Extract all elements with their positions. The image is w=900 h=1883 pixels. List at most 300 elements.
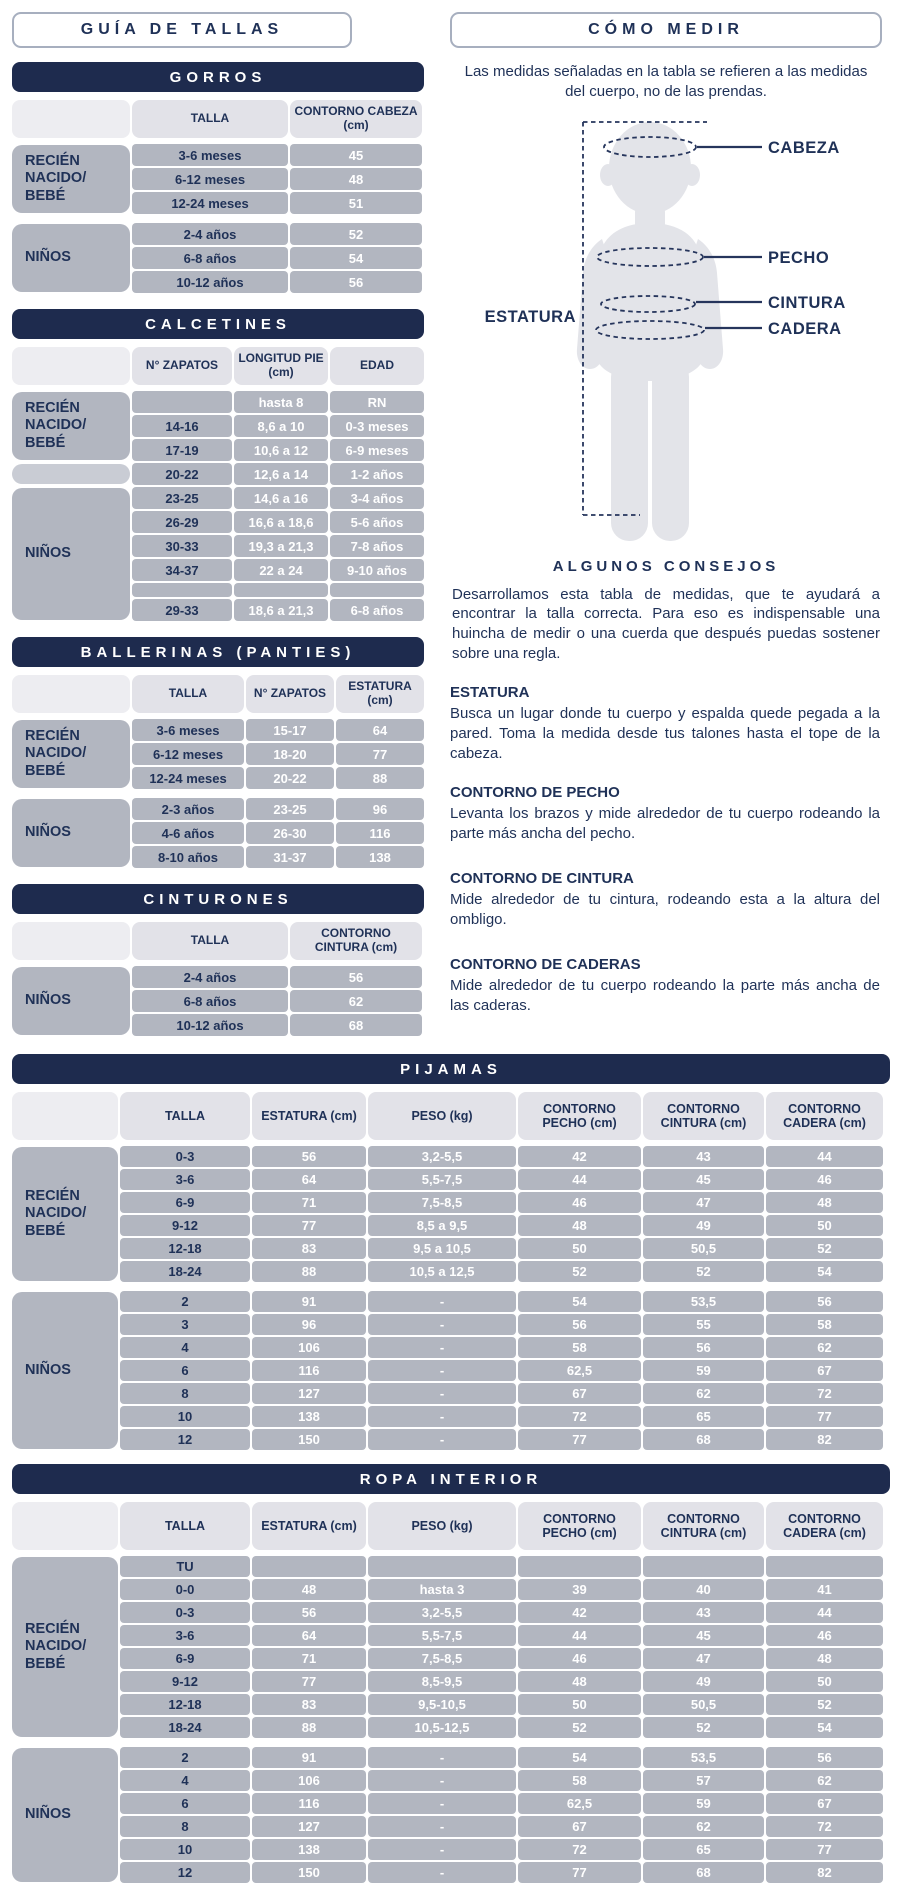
tip-estatura-text: Busca un lugar donde tu cuerpo y espalda quede pegada a la pared. Toma la medida desde tus talones hasta el tope de la cabeza. xyxy=(450,705,880,763)
table-cell: 46 xyxy=(766,1625,883,1646)
table-cell: 26-30 xyxy=(246,822,334,844)
table-cell: 59 xyxy=(643,1360,764,1381)
table-cell: - xyxy=(368,1862,516,1883)
table-cell: 71 xyxy=(252,1192,366,1213)
table-cell: 0-3 xyxy=(120,1602,250,1623)
table-cell: - xyxy=(368,1816,516,1837)
table-cell: 50 xyxy=(766,1215,883,1236)
table-cell: 18-20 xyxy=(246,743,334,765)
table-cell: 2-4 años xyxy=(132,223,288,245)
table-cell: hasta 3 xyxy=(368,1579,516,1600)
table-cell: 48 xyxy=(518,1215,641,1236)
table-cell: 2 xyxy=(120,1291,250,1312)
table-cell: 12-18 xyxy=(120,1694,250,1715)
table-cell: 83 xyxy=(252,1238,366,1259)
consejos-heading: ALGUNOS CONSEJOS xyxy=(552,557,780,575)
table-cell: 26-29 xyxy=(132,511,232,533)
table-cell: 39 xyxy=(518,1579,641,1600)
column-header: PESO (kg) xyxy=(368,1092,516,1140)
table-cell: 3-6 xyxy=(120,1625,250,1646)
table-cell: 116 xyxy=(336,822,424,844)
row-group-label: NIÑOS xyxy=(12,1748,118,1882)
table-cell xyxy=(643,1556,764,1577)
table-cell: 47 xyxy=(643,1192,764,1213)
row-group-label xyxy=(12,464,130,484)
table-cell: 51 xyxy=(290,192,422,214)
tip-contorno-pecho-text: Levanta los brazos y mide alrededor de tu cuerpo rodeando la parte más ancha del pecho. xyxy=(450,805,880,842)
table-cell: 0-3 xyxy=(120,1146,250,1167)
table-cell: 12-24 meses xyxy=(132,767,244,789)
table-cell: 72 xyxy=(518,1406,641,1427)
table-cell: 22 a 24 xyxy=(234,559,328,581)
table-cell: 45 xyxy=(290,144,422,166)
table-cell: 50,5 xyxy=(643,1694,764,1715)
table-cell: 4 xyxy=(120,1770,250,1791)
table-cell: 53,5 xyxy=(643,1747,764,1768)
table-cell: 17-19 xyxy=(132,439,232,461)
table-cell: 50 xyxy=(518,1238,641,1259)
table-cell: 3 xyxy=(120,1314,250,1335)
table-cell: 56 xyxy=(290,271,422,293)
table-cell: 116 xyxy=(252,1360,366,1381)
table-cell: 138 xyxy=(252,1406,366,1427)
table-cell: 15-17 xyxy=(246,719,334,741)
table-cell: 62 xyxy=(643,1816,764,1837)
table-cell: 52 xyxy=(643,1717,764,1738)
table-cell: 29-33 xyxy=(132,599,232,621)
table-cell: 6-12 meses xyxy=(132,743,244,765)
table-cell: 82 xyxy=(766,1862,883,1883)
table-cell: 56 xyxy=(766,1291,883,1312)
corner-cell xyxy=(12,1502,118,1550)
table-cell: 64 xyxy=(252,1169,366,1190)
table-cell: 67 xyxy=(518,1816,641,1837)
table-cell: 50 xyxy=(518,1694,641,1715)
how-to-measure-title xyxy=(450,12,882,48)
table-cell: 10,6 a 12 xyxy=(234,439,328,461)
table-cell: 62 xyxy=(766,1770,883,1791)
table-cell xyxy=(132,391,232,413)
table-cell: 138 xyxy=(252,1839,366,1860)
table-cell: 5,5-7,5 xyxy=(368,1169,516,1190)
table-cell: 1-2 años xyxy=(330,463,424,485)
row-group-label: RECIÉN NACIDO/ BEBÉ xyxy=(12,1557,118,1737)
row-group-label: RECIÉN NACIDO/ BEBÉ xyxy=(12,1147,118,1281)
table-cell: 67 xyxy=(766,1360,883,1381)
table-cell: 8,5-9,5 xyxy=(368,1671,516,1692)
table-cell: 54 xyxy=(766,1717,883,1738)
table-group xyxy=(12,223,424,293)
table-cell: 12 xyxy=(120,1429,250,1450)
table-cell: 67 xyxy=(766,1793,883,1814)
table-cell: 58 xyxy=(766,1314,883,1335)
table-cell: 12,6 a 14 xyxy=(234,463,328,485)
table-cell: 127 xyxy=(252,1816,366,1837)
row-group-label: RECIÉN NACIDO/ BEBÉ xyxy=(12,392,130,460)
table-cell: 52 xyxy=(518,1717,641,1738)
table-cell: 106 xyxy=(252,1337,366,1358)
how-to-measure-title-label: CÓMO MEDIR xyxy=(588,21,744,38)
table-cell: 77 xyxy=(252,1215,366,1236)
table-cell: 16,6 a 18,6 xyxy=(234,511,328,533)
corner-cell xyxy=(12,347,130,385)
table-group xyxy=(12,1146,890,1282)
table-group xyxy=(12,1747,890,1883)
column-header: ESTATURA (cm) xyxy=(252,1092,366,1140)
row-group-label: NIÑOS xyxy=(12,799,130,867)
column-header: CONTORNO PECHO (cm) xyxy=(518,1502,641,1550)
full-width-tables-area xyxy=(0,1052,900,1883)
corner-cell xyxy=(12,922,130,960)
table-cell: 72 xyxy=(518,1839,641,1860)
table-cell: 0-3 meses xyxy=(330,415,424,437)
table-cell: 65 xyxy=(643,1839,764,1860)
table-cell: 5-6 años xyxy=(330,511,424,533)
cintura-label: CINTURA xyxy=(768,293,846,312)
table-cell: 6-8 años xyxy=(330,599,424,621)
row-group-label: NIÑOS xyxy=(12,488,130,620)
table-cell: 4-6 años xyxy=(132,822,244,844)
table-cell xyxy=(132,583,232,597)
table-cell: 127 xyxy=(252,1383,366,1404)
table-cell: 53,5 xyxy=(643,1291,764,1312)
tip-contorno-caderas xyxy=(450,956,882,1016)
column-header: CONTORNO PECHO (cm) xyxy=(518,1092,641,1140)
table-cell: - xyxy=(368,1383,516,1404)
table-cell: 56 xyxy=(643,1337,764,1358)
table-cell xyxy=(368,1556,516,1577)
table-cell: 71 xyxy=(252,1648,366,1669)
table-cell: 49 xyxy=(643,1215,764,1236)
section-title: GORROS xyxy=(12,62,424,92)
table-cell: 0-0 xyxy=(120,1579,250,1600)
table-cell: 77 xyxy=(336,743,424,765)
table-cell: 12-18 xyxy=(120,1238,250,1259)
table-cell: 9-12 xyxy=(120,1671,250,1692)
table-cell: - xyxy=(368,1360,516,1381)
table-group xyxy=(12,719,424,789)
section-title: BALLERINAS (PANTIES) xyxy=(12,637,424,667)
column-header: CONTORNO CADERA (cm) xyxy=(766,1092,883,1140)
tip-contorno-cintura-title: CONTORNO DE CINTURA xyxy=(450,869,634,887)
tip-contorno-caderas-text: Mide alrededor de tu cuerpo rodeando la parte más ancha de las caderas. xyxy=(450,976,880,1014)
table-cell: - xyxy=(368,1770,516,1791)
table-cell: - xyxy=(368,1291,516,1312)
column-header: TALLA xyxy=(132,675,244,713)
table-cell: 44 xyxy=(766,1602,883,1623)
table-cell: 9,5 a 10,5 xyxy=(368,1238,516,1259)
table-cell: 48 xyxy=(518,1671,641,1692)
table-cell: 56 xyxy=(518,1314,641,1335)
table-cell: 6 xyxy=(120,1360,250,1381)
table-cell: 8-10 años xyxy=(132,846,244,868)
table-cell: 7,5-8,5 xyxy=(368,1648,516,1669)
table-cell: 54 xyxy=(518,1291,641,1312)
table-cell: 96 xyxy=(252,1314,366,1335)
table-cell: 48 xyxy=(766,1648,883,1669)
column-header: LONGITUD PIE (cm) xyxy=(234,347,328,385)
table-cell: 44 xyxy=(518,1625,641,1646)
size-tables-column xyxy=(12,12,424,1052)
table-cell: 3-6 xyxy=(120,1169,250,1190)
table-cell: - xyxy=(368,1429,516,1450)
table-cell: 82 xyxy=(766,1429,883,1450)
table-cell: 68 xyxy=(643,1429,764,1450)
table-cell: 50,5 xyxy=(643,1238,764,1259)
table-cell: 54 xyxy=(518,1747,641,1768)
column-header: ESTATURA (cm) xyxy=(336,675,424,713)
page-title xyxy=(12,12,352,48)
table-cell: 8,6 a 10 xyxy=(234,415,328,437)
table-cell: 3-6 meses xyxy=(132,719,244,741)
table-header-row xyxy=(12,1092,890,1140)
tip-contorno-pecho xyxy=(450,784,882,844)
table-group xyxy=(12,391,424,621)
table-cell: 46 xyxy=(518,1192,641,1213)
table-cell: - xyxy=(368,1747,516,1768)
table-cell: 10 xyxy=(120,1406,250,1427)
page-title-label: GUÍA DE TALLAS xyxy=(80,21,284,38)
table-cell: 72 xyxy=(766,1383,883,1404)
table-ropa-interior xyxy=(12,1464,890,1883)
table-group xyxy=(12,1291,890,1450)
table-cell: 48 xyxy=(766,1192,883,1213)
table-cell: 6-12 meses xyxy=(132,168,288,190)
table-cell: 10,5 a 12,5 xyxy=(368,1261,516,1282)
table-cell: 49 xyxy=(643,1671,764,1692)
table-cell: 18-24 xyxy=(120,1717,250,1738)
cabeza-label: CABEZA xyxy=(768,138,840,157)
table-cell: 77 xyxy=(766,1406,883,1427)
table-header-row xyxy=(12,1502,890,1550)
table-cell: 8,5 a 9,5 xyxy=(368,1215,516,1236)
table-cinturones xyxy=(12,884,424,1036)
table-cell: 65 xyxy=(643,1406,764,1427)
column-header: N° ZAPATOS xyxy=(132,347,232,385)
table-cell: 56 xyxy=(290,966,422,988)
table-cell: 14,6 a 16 xyxy=(234,487,328,509)
column-header: CONTORNO CABEZA (cm) xyxy=(290,100,422,138)
table-cell: 8 xyxy=(120,1816,250,1837)
table-cell: 150 xyxy=(252,1429,366,1450)
estatura-label: ESTATURA xyxy=(484,307,576,326)
body-measurement-diagram xyxy=(450,111,882,547)
table-cell: 9,5-10,5 xyxy=(368,1694,516,1715)
table-cell: 77 xyxy=(518,1862,641,1883)
table-cell: 50 xyxy=(766,1671,883,1692)
corner-cell xyxy=(12,100,130,138)
corner-cell xyxy=(12,675,130,713)
table-cell: 64 xyxy=(336,719,424,741)
table-cell: 23-25 xyxy=(246,798,334,820)
column-header: TALLA xyxy=(132,922,288,960)
tip-contorno-cintura-text: Mide alrededor de tu cintura, rodeando esta a la altura del ombligo. xyxy=(450,890,880,928)
table-cell: 56 xyxy=(766,1747,883,1768)
table-cell: 31-37 xyxy=(246,846,334,868)
table-cell: - xyxy=(368,1337,516,1358)
table-cell: 77 xyxy=(766,1839,883,1860)
section-title: PIJAMAS xyxy=(12,1054,890,1084)
table-cell: 45 xyxy=(643,1169,764,1190)
table-cell: 106 xyxy=(252,1770,366,1791)
table-cell: 47 xyxy=(643,1648,764,1669)
table-cell xyxy=(518,1556,641,1577)
table-cell: 43 xyxy=(643,1146,764,1167)
table-cell: 62 xyxy=(643,1383,764,1404)
table-cell: 3-6 meses xyxy=(132,144,288,166)
row-group-label: RECIÉN NACIDO/ BEBÉ xyxy=(12,145,130,213)
table-cell: 77 xyxy=(252,1671,366,1692)
table-header-row xyxy=(12,922,424,960)
column-header: TALLA xyxy=(120,1092,250,1140)
table-cell: 88 xyxy=(252,1261,366,1282)
table-cell: 20-22 xyxy=(132,463,232,485)
table-cell: 64 xyxy=(252,1625,366,1646)
table-cell: 42 xyxy=(518,1602,641,1623)
table-cell: 6-9 xyxy=(120,1648,250,1669)
table-cell xyxy=(766,1556,883,1577)
table-cell: - xyxy=(368,1314,516,1335)
table-cell: hasta 8 xyxy=(234,391,328,413)
table-cell: 18,6 a 21,3 xyxy=(234,599,328,621)
table-cell: 10-12 años xyxy=(132,1014,288,1036)
table-pijamas xyxy=(12,1054,890,1450)
table-cell: 9-12 xyxy=(120,1215,250,1236)
child-silhouette-figure xyxy=(577,122,723,541)
table-cell: 2-4 años xyxy=(132,966,288,988)
table-cell: 6-9 meses xyxy=(330,439,424,461)
tip-estatura xyxy=(450,684,882,764)
table-cell: 52 xyxy=(518,1261,641,1282)
row-group-label: RECIÉN NACIDO/ BEBÉ xyxy=(12,720,130,788)
tip-contorno-caderas-title: CONTORNO DE CADERAS xyxy=(450,955,641,973)
measure-intro-text: Las medidas señaladas en la tabla se refieren a las medidas del cuerpo, no de las prendas. xyxy=(464,63,868,101)
table-cell: - xyxy=(368,1839,516,1860)
table-cell: 23-25 xyxy=(132,487,232,509)
column-header: CONTORNO CINTURA (cm) xyxy=(290,922,422,960)
pecho-label: PECHO xyxy=(768,248,830,267)
table-cell: 58 xyxy=(518,1337,641,1358)
table-cell: 58 xyxy=(518,1770,641,1791)
table-cell: 88 xyxy=(252,1717,366,1738)
table-cell: 30-33 xyxy=(132,535,232,557)
table-cell: 72 xyxy=(766,1816,883,1837)
table-cell: 45 xyxy=(643,1625,764,1646)
column-header: ESTATURA (cm) xyxy=(252,1502,366,1550)
table-cell: 83 xyxy=(252,1694,366,1715)
table-cell: 3-4 años xyxy=(330,487,424,509)
column-header: PESO (kg) xyxy=(368,1502,516,1550)
table-cell: 48 xyxy=(252,1579,366,1600)
table-cell: 44 xyxy=(518,1169,641,1190)
table-cell: 4 xyxy=(120,1337,250,1358)
table-cell: 55 xyxy=(643,1314,764,1335)
corner-cell xyxy=(12,1092,118,1140)
section-title: CALCETINES xyxy=(12,309,424,339)
table-cell: 41 xyxy=(766,1579,883,1600)
table-cell: 20-22 xyxy=(246,767,334,789)
table-header-row xyxy=(12,100,424,138)
table-cell: 52 xyxy=(643,1261,764,1282)
column-header: TALLA xyxy=(120,1502,250,1550)
cadera-label: CADERA xyxy=(768,319,842,338)
table-cell: 91 xyxy=(252,1747,366,1768)
table-cell: RN xyxy=(330,391,424,413)
table-cell: 6-8 años xyxy=(132,990,288,1012)
tip-contorno-cintura xyxy=(450,870,882,930)
table-cell: 68 xyxy=(290,1014,422,1036)
table-cell: 138 xyxy=(336,846,424,868)
table-cell: 12 xyxy=(120,1862,250,1883)
row-group-label: NIÑOS xyxy=(12,967,130,1035)
table-cell: - xyxy=(368,1406,516,1427)
table-cell: 52 xyxy=(766,1694,883,1715)
column-header: N° ZAPATOS xyxy=(246,675,334,713)
table-ballerinas xyxy=(12,637,424,868)
table-cell: 62 xyxy=(290,990,422,1012)
table-cell: 59 xyxy=(643,1793,764,1814)
table-cell: 7,5-8,5 xyxy=(368,1192,516,1213)
table-group xyxy=(12,144,424,214)
table-cell: 34-37 xyxy=(132,559,232,581)
table-cell: 77 xyxy=(518,1429,641,1450)
table-cell: 62,5 xyxy=(518,1793,641,1814)
table-cell: 10,5-12,5 xyxy=(368,1717,516,1738)
table-cell: 62 xyxy=(766,1337,883,1358)
table-cell: 56 xyxy=(252,1602,366,1623)
table-cell xyxy=(234,583,328,597)
section-title: CINTURONES xyxy=(12,884,424,914)
table-cell: 67 xyxy=(518,1383,641,1404)
table-cell: 3,2-5,5 xyxy=(368,1602,516,1623)
table-cell: 42 xyxy=(518,1146,641,1167)
table-cell: 2 xyxy=(120,1747,250,1768)
table-cell: 9-10 años xyxy=(330,559,424,581)
table-cell: 5,5-7,5 xyxy=(368,1625,516,1646)
table-cell: 46 xyxy=(766,1169,883,1190)
table-calcetines xyxy=(12,309,424,621)
table-cell: 6-8 años xyxy=(132,247,288,269)
row-group-label: NIÑOS xyxy=(12,1292,118,1449)
table-cell: 96 xyxy=(336,798,424,820)
table-cell: 57 xyxy=(643,1770,764,1791)
tip-contorno-pecho-title: CONTORNO DE PECHO xyxy=(450,784,620,802)
table-cell: TU xyxy=(120,1556,250,1577)
table-cell: 44 xyxy=(766,1146,883,1167)
table-cell: 43 xyxy=(643,1602,764,1623)
table-cell: 6 xyxy=(120,1793,250,1814)
table-header-row xyxy=(12,675,424,713)
table-cell: 52 xyxy=(766,1238,883,1259)
column-header: CONTORNO CINTURA (cm) xyxy=(643,1092,764,1140)
table-group xyxy=(12,798,424,868)
table-group xyxy=(12,1556,890,1738)
table-cell: 46 xyxy=(518,1648,641,1669)
tip-estatura-title: ESTATURA xyxy=(450,684,530,702)
table-cell: 18-24 xyxy=(120,1261,250,1282)
table-cell: 52 xyxy=(290,223,422,245)
section-title: ROPA INTERIOR xyxy=(12,1464,890,1494)
row-group-label: NIÑOS xyxy=(12,224,130,292)
table-cell: 14-16 xyxy=(132,415,232,437)
table-cell: 10-12 años xyxy=(132,271,288,293)
table-cell: 48 xyxy=(290,168,422,190)
table-cell: 12-24 meses xyxy=(132,192,288,214)
how-to-measure-column xyxy=(450,12,882,1052)
consejos-intro-text: Desarrollamos esta tabla de medidas, que te ayudará a encontrar la talla correcta. Para eso es indispensable una huincha de medir o una cuerda que después puedas sostener sobre una regla. xyxy=(452,585,880,663)
table-cell: 91 xyxy=(252,1291,366,1312)
table-cell: 88 xyxy=(336,767,424,789)
